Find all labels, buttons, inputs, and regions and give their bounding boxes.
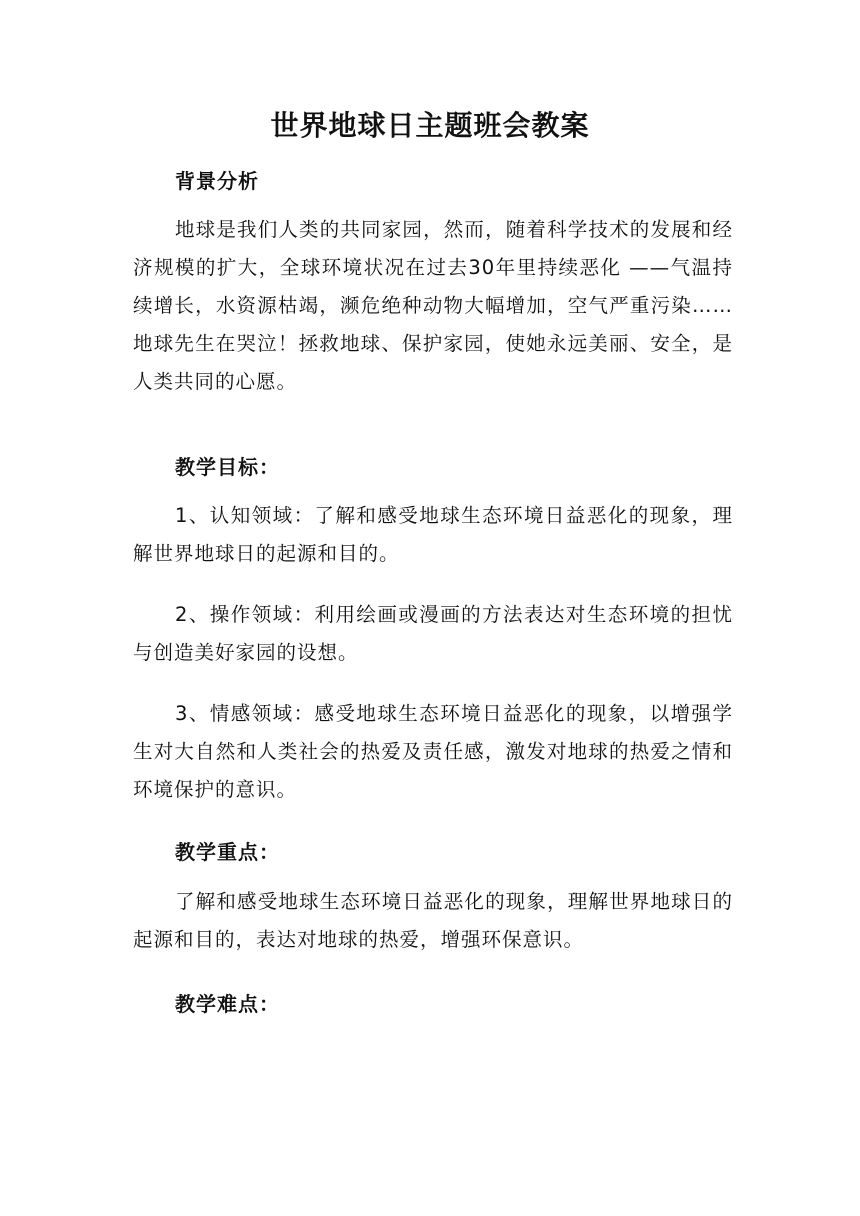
- document-title: 世界地球日主题班会教案: [270, 109, 590, 142]
- objective-item-cognitive: 1、认知领域：了解和感受地球生态环境日益恶化的现象，理解世界地球日的起源和目的。: [133, 504, 733, 565]
- objective-item-operation: 2、操作领域：利用绘画或漫画的方法表达对生态环境的担忧与创造美好家园的设想。: [133, 603, 733, 664]
- section-heading-key-points: 教学重点：: [175, 840, 280, 864]
- section-heading-background: 背景分析: [175, 169, 259, 193]
- objective-item-emotion: 3、情感领域：感受地球生态环境日益恶化的现象，以增强学生对大自然和人类社会的热爱及责任感，激发对地球的热爱之情和环境保护的意识。: [133, 702, 733, 801]
- section-heading-difficulties: 教学难点：: [175, 992, 280, 1016]
- key-points-paragraph: 了解和感受地球生态环境日益恶化的现象，理解世界地球日的起源和目的，表达对地球的热爱，增强环保意识。: [133, 890, 733, 951]
- section-heading-objectives: 教学目标：: [175, 455, 280, 479]
- background-paragraph: 地球是我们人类的共同家园，然而，随着科学技术的发展和经济规模的扩大，全球环境状况在过去30年里持续恶化 ——气温持续增长，水资源枯竭，濒危绝种动物大幅增加，空气严重污染……地球先生在哭泣！拯救地球、保护家园，使她永远美丽、安全，是人类共同的心愿。: [133, 218, 733, 393]
